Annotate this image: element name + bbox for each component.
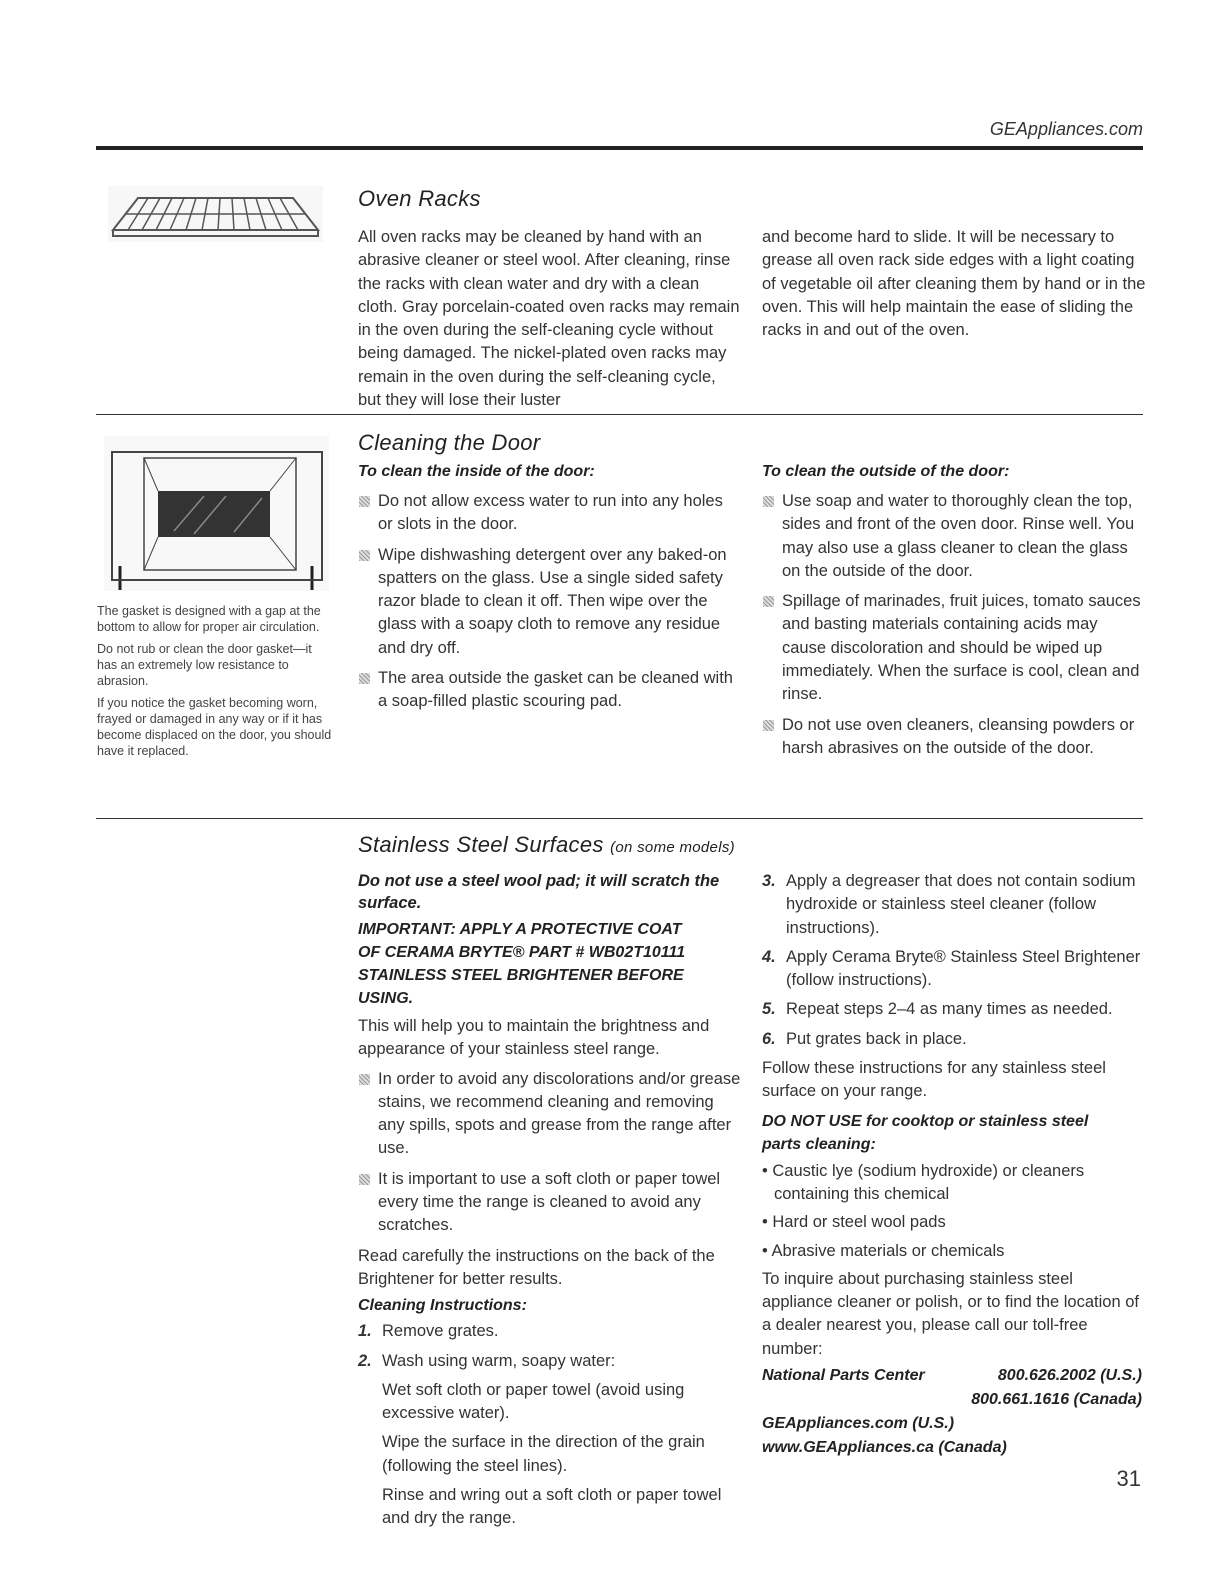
national-parts-canada-phone: 800.661.1616 (Canada)	[971, 1391, 1142, 1409]
step-5: 5. Repeat steps 2–4 as many times as needed.	[762, 1000, 1113, 1019]
step-2-sub-1: Wet soft cloth or paper towel (avoid using excessive water).	[382, 1380, 685, 1423]
header-rule	[96, 146, 1143, 150]
inside-bullet-2: Wipe dishwashing detergent over any baked-on spatters on the glass. Use a single sided safety razor blade to clean it off. Then wipe over the glass with a soapy cloth to remove any residue and dry off.	[358, 544, 733, 660]
stainless-left-column	[358, 870, 743, 1537]
step-2: 2. Wash using warm, soapy water:	[358, 1351, 616, 1370]
steel-bullet-1: In order to avoid any discolorations and/or grease stains, we recommend cleaning and removing any spills, spots and grease from the range after use.	[358, 1068, 743, 1161]
ge-website-us[interactable]: GEAppliances.com (U.S.)	[762, 1415, 955, 1433]
stainless-title-text: Stainless Steel Surfaces	[358, 832, 604, 857]
inside-bullet-3: The area outside the gasket can be cleaned with a soap-filled plastic scouring pad.	[358, 667, 733, 714]
gasket-caption-1: The gasket is designed with a gap at the bottom to allow for proper air circulation.	[97, 604, 321, 634]
stainless-title-note: (on some models)	[610, 839, 735, 856]
ge-website-canada[interactable]: www.GEAppliances.ca (Canada)	[762, 1439, 1007, 1457]
steel-intro: This will help you to maintain the brightness and appearance of your stainless steel range.	[358, 1017, 710, 1059]
outside-door-list	[762, 490, 1142, 767]
outside-bullet-1: Use soap and water to thoroughly clean the top, sides and front of the oven door. Rinse well. You may also use a glass cleaner to clean the glass on the outside of the door.	[762, 490, 1142, 583]
page-number: 31	[1116, 1466, 1141, 1491]
cleaning-instructions-heading: Cleaning Instructions:	[358, 1297, 527, 1315]
follow-instructions: Follow these instructions for any stainless steel surface on your range.	[762, 1059, 1106, 1101]
cleaning-door-title: Cleaning the Door	[358, 430, 541, 455]
national-parts-us-phone: 800.626.2002 (U.S.)	[997, 1367, 1142, 1385]
gasket-captions	[97, 603, 332, 765]
gasket-caption-3: If you notice the gasket becoming worn, frayed or damaged in any way or if it has become displaced on the door, you should have it replaced.	[97, 696, 332, 758]
step-4: 4. Apply Cerama Bryte® Stainless Steel Brightener (follow instructions).	[762, 947, 1141, 990]
outside-bullet-2: Spillage of marinades, fruit juices, tomato sauces and basting materials containing acids may cause discoloration and should be wiped up immediately. When the surface is cool, clean and rinse.	[762, 590, 1142, 706]
do-not-use-item-1: • Caustic lye (sodium hydroxide) or cleaners containing this chemical	[762, 1161, 1085, 1203]
outside-door-heading: To clean the outside of the door:	[762, 463, 1010, 480]
section-divider-racks	[96, 414, 1143, 415]
stainless-right-column	[762, 870, 1147, 1457]
inside-door-list	[358, 490, 733, 721]
section-divider-door	[96, 818, 1143, 819]
do-not-use-item-3: • Abrasive materials or chemicals	[762, 1241, 1005, 1260]
do-not-use-heading: DO NOT USE for cooktop or stainless steel parts cleaning:	[762, 1112, 1089, 1153]
oven-racks-col1: All oven racks may be cleaned by hand with an abrasive cleaner or steel wool. After cleaning, rinse the racks with clean water and dry with a clean cloth. Gray porcelain-coated oven racks may remain in the oven during the self-cleaning cycle without being damaged. The nickel-plated oven racks may remain in the oven during the self-cleaning cycle, but they will lose their luster	[358, 228, 740, 410]
inside-bullet-1: Do not allow excess water to run into any holes or slots in the door.	[358, 490, 733, 537]
oven-rack-illustration	[108, 186, 323, 242]
national-parts-label: National Parts Center	[762, 1367, 925, 1385]
steel-bullet-2: It is important to use a soft cloth or paper towel every time the range is cleaned to avoid any scratches.	[358, 1168, 743, 1238]
step-3: 3. Apply a degreaser that does not contain sodium hydroxide or stainless steel cleaner (follow instructions).	[762, 872, 1136, 937]
stainless-steel-title	[358, 832, 735, 858]
national-parts-row	[762, 1367, 1142, 1391]
important-notice: IMPORTANT: APPLY A PROTECTIVE COAT OF CERAMA BRYTE® PART # WB02T10111 STAINLESS STEEL BRIGHTENER BEFORE USING.	[358, 921, 686, 1007]
inquire-text: To inquire about purchasing stainless steel appliance cleaner or polish, or to find the location of a dealer nearest you, please call our toll-free number:	[762, 1269, 1139, 1358]
inside-door-heading: To clean the inside of the door:	[358, 463, 595, 480]
oven-racks-col2: and become hard to slide. It will be necessary to grease all oven rack side edges with a light coating of vegetable oil after cleaning them by hand or in the oven. This will help maintain the ease of sliding the racks in and out of the oven.	[762, 228, 1146, 340]
gasket-caption-2: Do not rub or clean the door gasket—it has an extremely low resistance to abrasion.	[97, 642, 312, 688]
outside-bullet-3: Do not use oven cleaners, cleansing powders or harsh abrasives on the outside of the door.	[762, 714, 1142, 761]
do-not-use-item-2: • Hard or steel wool pads	[762, 1213, 946, 1232]
site-url-header: GEAppliances.com	[989, 119, 1143, 139]
step-2-sub-2: Wipe the surface in the direction of the grain (following the steel lines).	[382, 1433, 705, 1475]
read-carefully: Read carefully the instructions on the back of the Brightener for better results.	[358, 1246, 715, 1288]
oven-racks-title: Oven Racks	[358, 186, 481, 211]
steel-wool-warning: Do not use a steel wool pad; it will scratch the surface.	[358, 872, 720, 912]
oven-door-illustration	[104, 436, 329, 591]
step-1: 1. Remove grates.	[358, 1322, 499, 1341]
step-2-sub-3: Rinse and wring out a soft cloth or paper towel and dry the range.	[382, 1486, 722, 1528]
step-6: 6. Put grates back in place.	[762, 1029, 967, 1048]
